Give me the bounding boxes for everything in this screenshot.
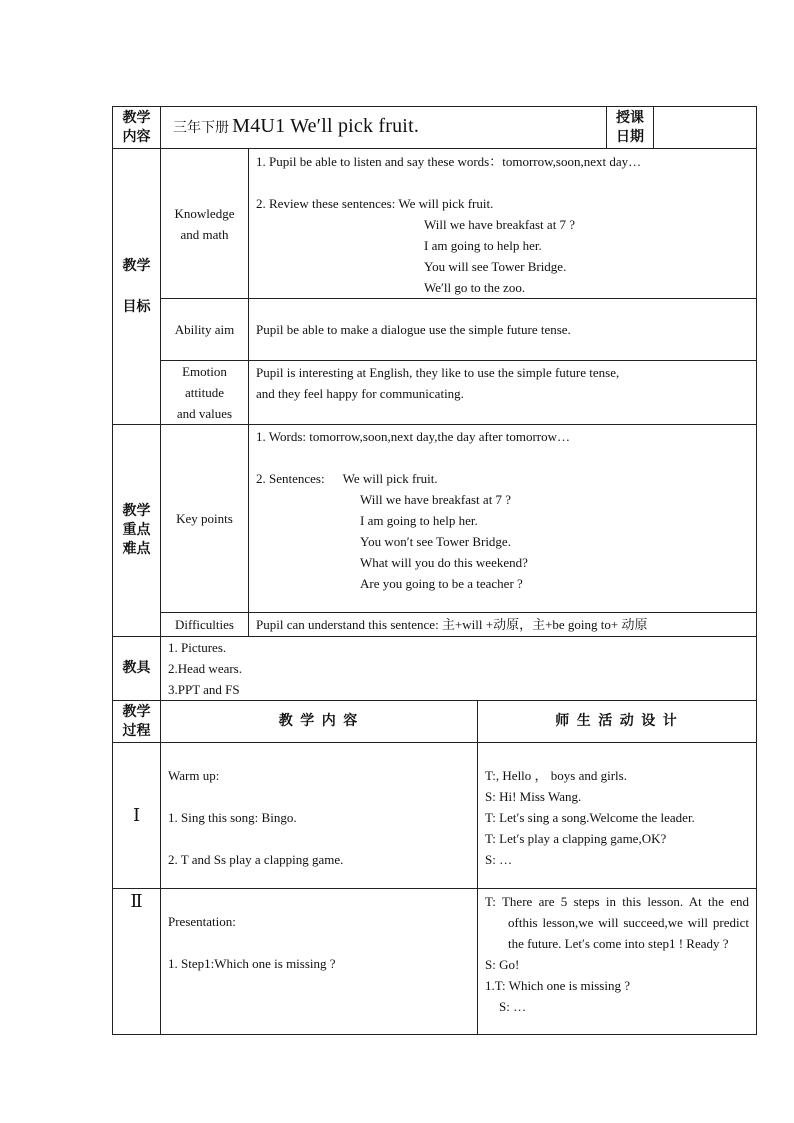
aids-label: 教具 <box>113 637 161 701</box>
ability-content <box>249 299 757 361</box>
text-line: 1. Sing this song: Bingo. <box>168 810 297 825</box>
content-label <box>113 107 161 149</box>
text-line: Pupil be able to make a dialogue use the simple future tense. <box>256 322 571 337</box>
title-grade: 三年下册 <box>173 121 229 136</box>
activity-column-header: 师 生 活 动 设 计 <box>478 701 757 743</box>
text-line: 1.T: Which one is missing ? <box>485 978 630 993</box>
date-label <box>607 107 654 149</box>
text-line: T:, Hello ， boys and girls. <box>485 768 627 783</box>
text-line: T: Let′s sing a song.Welcome the leader. <box>485 810 695 825</box>
text-line: S: Hi! Miss Wang. <box>485 789 582 804</box>
ability-row <box>113 299 757 361</box>
step-1-numeral: Ⅰ <box>113 743 161 889</box>
text-line: 2. T and Ss play a clapping game. <box>168 852 344 867</box>
spacer <box>256 172 749 193</box>
content-column-header: 教 学 内 容 <box>161 701 478 743</box>
label-line: 教学 <box>122 258 151 274</box>
text-line: T: Let′s play a clapping game,OK? <box>485 831 667 846</box>
lesson-plan-sheet <box>112 106 756 1035</box>
aids-content <box>161 637 757 701</box>
sentence-line: You will see Tower Bridge. <box>424 259 567 274</box>
difficulties-content <box>249 613 757 637</box>
text-line: 1. Step1:Which one is missing ? <box>168 956 336 971</box>
emotion-row <box>113 361 757 425</box>
text-line: Presentation: <box>168 914 236 929</box>
difficulties-label: Difficulties <box>161 613 249 637</box>
process-label <box>113 701 161 743</box>
emotion-content <box>249 361 757 425</box>
label-line: 过程 <box>122 723 151 739</box>
key-points-label: Key points <box>161 425 249 613</box>
difficulties-row <box>113 613 757 637</box>
label-spacer <box>113 276 160 298</box>
header-row <box>113 107 757 149</box>
label-line: 内容 <box>122 129 151 145</box>
spacer <box>168 786 470 807</box>
text-line: 1. Pupil be able to listen and say these words：tomorrow,soon,next day… <box>256 154 642 169</box>
spacer <box>256 447 749 468</box>
text-line: 2. Review these sentences: We will pick fruit. <box>256 196 494 211</box>
text-line: S: … <box>499 999 527 1014</box>
objectives-label <box>113 149 161 425</box>
label-line: 目标 <box>122 299 151 315</box>
label-line: 日期 <box>616 129 644 145</box>
text-line: 1. Words: tomorrow,soon,next day,the day after tomorrow… <box>256 429 571 444</box>
sentence-line: We′ll go to the zoo. <box>424 280 526 295</box>
process-header-row <box>113 701 757 743</box>
step-2-row <box>113 889 757 1035</box>
text-line: S: … <box>485 852 513 867</box>
emotion-label <box>161 361 249 425</box>
sentences-first-line <box>256 468 749 489</box>
lesson-title <box>161 107 607 149</box>
step-1-activity <box>478 743 757 889</box>
sentence-line: Are you going to be a teacher ? <box>360 576 523 591</box>
keypoints-content <box>249 425 757 613</box>
step-1-row <box>113 743 757 889</box>
text-line: S: Go! <box>485 957 520 972</box>
aids-row <box>113 637 757 701</box>
aid-item: 3.PPT and FS <box>168 682 240 697</box>
ability-label: Ability aim <box>161 299 249 361</box>
step-1-content <box>161 743 478 889</box>
sentences-label: 2. Sentences: <box>256 471 325 486</box>
aid-item: 2.Head wears. <box>168 661 242 676</box>
knowledge-label <box>161 149 249 299</box>
text-line: Pupil can understand this sentence: 主+will +动原，主+be going to+ 动原 <box>256 617 648 632</box>
text-line: Pupil is interesting at English, they like to use the simple future tense, <box>256 365 620 380</box>
sentence-line: I am going to help her. <box>424 238 542 253</box>
keypoints-label <box>113 425 161 637</box>
spacer <box>168 932 470 953</box>
date-value <box>654 107 757 149</box>
label-line: 教学 <box>122 704 151 720</box>
keypoints-row <box>113 425 757 613</box>
label-line: and values <box>176 406 233 421</box>
lesson-plan-table <box>112 106 757 1035</box>
title-unit: M4U1 We′ll pick fruit. <box>232 115 420 137</box>
label-line: 重点 <box>122 523 151 538</box>
label-line: 难点 <box>122 542 151 557</box>
sentence-line: You won′t see Tower Bridge. <box>360 534 511 549</box>
step-2-numeral: Ⅱ <box>113 889 161 1035</box>
step-2-activity <box>478 889 757 1035</box>
sentence-line: I am going to help her. <box>360 513 478 528</box>
text-line: T: There are 5 steps in this lesson. At the end ofthis lesson,we will succeed,we will predict the future. Let′s come into step1 ! Ready ? <box>485 894 749 951</box>
sentence-line: Will we have breakfast at 7 ? <box>424 217 576 232</box>
sentence-text: We will pick fruit. <box>342 471 438 486</box>
spacer <box>168 828 470 849</box>
knowledge-content <box>249 149 757 299</box>
text-line: Warm up: <box>168 768 220 783</box>
label-line: 授课 <box>616 110 644 126</box>
label-line: 教学 <box>122 110 151 126</box>
knowledge-row <box>113 149 757 299</box>
text-line: and they feel happy for communicating. <box>256 386 464 401</box>
step-2-content <box>161 889 478 1035</box>
label-line: Knowledge <box>174 205 235 221</box>
label-line: and math <box>180 226 229 242</box>
label-line: Emotion <box>182 364 227 379</box>
sentence-line: What will you do this weekend? <box>360 555 528 570</box>
sentence-line: Will we have breakfast at 7 ? <box>360 492 512 507</box>
aid-item: 1. Pictures. <box>168 640 227 655</box>
label-line: 教学 <box>122 504 151 519</box>
label-line: attitude <box>185 385 224 400</box>
